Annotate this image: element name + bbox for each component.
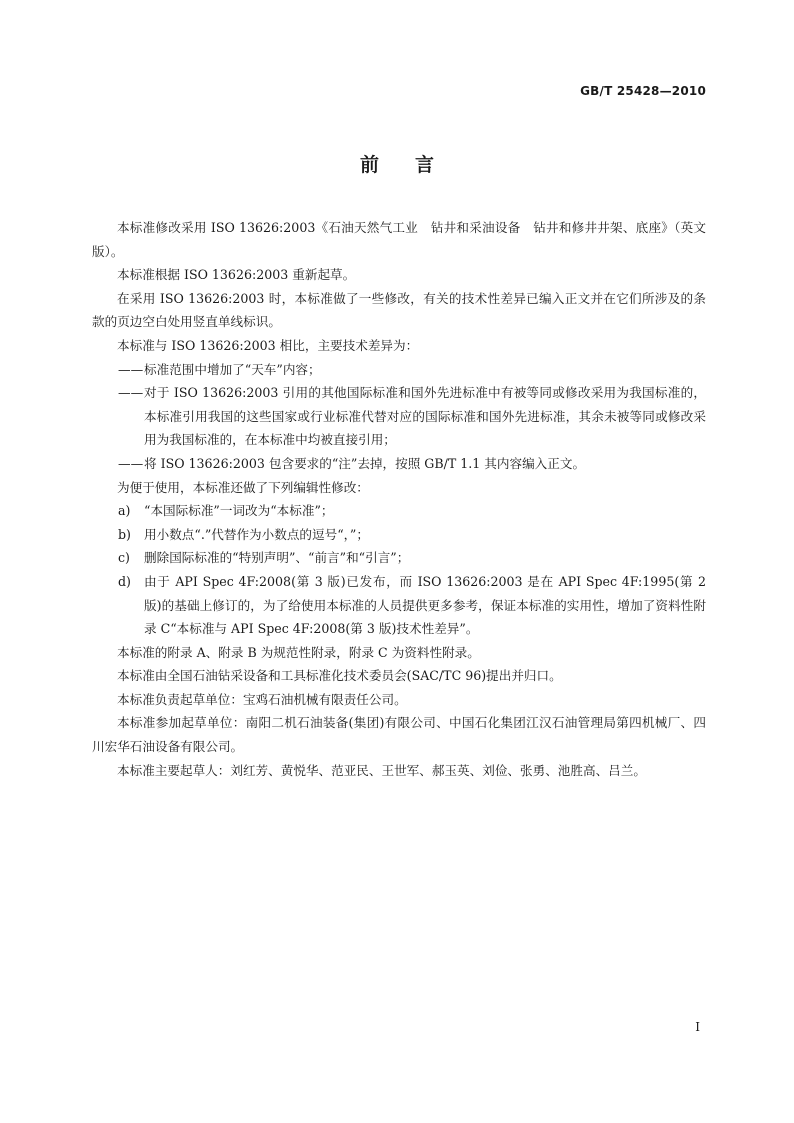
paragraph: 本标准修改采用 ISO 13626:2003《石油天然气工业 钻井和采油设备 钻井和修井井架、底座》（英文版）。 bbox=[92, 220, 706, 259]
paragraph: 本标准根据 ISO 13626:2003 重新起草。 bbox=[117, 267, 356, 283]
list-item bbox=[92, 523, 706, 547]
foreword-body bbox=[92, 216, 706, 782]
paragraph: 本标准参加起草单位：南阳二机石油装备(集团)有限公司、中国石化集团江汉石油管理局第四机械厂、四川宏华石油设备有限公司。 bbox=[92, 715, 706, 755]
list-marker: b) bbox=[118, 526, 131, 542]
page-title: 前言 bbox=[359, 154, 470, 176]
list-item bbox=[92, 358, 706, 382]
paragraph: 本标准由全国石油钻采设备和工具标准化技术委员会(SAC/TC 96)提出并归口。 bbox=[117, 668, 562, 684]
paragraph: 本标准主要起草人：刘红芳、黄悦华、范亚民、王世军、郝玉英、刘俭、张勇、池胜高、吕兰。 bbox=[117, 762, 646, 778]
list-item-text: 删除国际标准的“特别声明”、“前言”和“引言”； bbox=[144, 550, 410, 566]
list-item-text: 用小数点“.”代替作为小数点的逗号“，”； bbox=[144, 526, 369, 542]
list-item-text: 标准范围中增加了“天车”内容； bbox=[144, 361, 321, 377]
list-marker: c) bbox=[118, 550, 130, 566]
list-marker: a) bbox=[118, 503, 131, 519]
dash-marker: —— bbox=[118, 361, 144, 377]
dash-marker: —— bbox=[118, 455, 144, 471]
list-item bbox=[92, 381, 706, 452]
page-number: I bbox=[695, 1020, 700, 1034]
list-item-text: 对于 ISO 13626:2003 引用的其他国际标准和国外先进标准中有被等同或修改采用为我国标准的，本标准引用我国的这些国家或行业标准代替对应的国际标准和国外先进标准，其余未被等同或修改采用为我国标准的，在本标准中均被直接引用； bbox=[144, 385, 706, 448]
paragraph: 本标准负责起草单位：宝鸡石油机械有限责任公司。 bbox=[117, 691, 407, 707]
standard-code: GB/T 25428—2010 bbox=[580, 84, 706, 98]
list-item bbox=[92, 570, 706, 641]
list-item-text: “本国际标准”一词改为“本标准”； bbox=[144, 503, 334, 519]
paragraph: 本标准的附录 A、附录 B 为规范性附录，附录 C 为资料性附录。 bbox=[117, 644, 480, 660]
dash-marker: —— bbox=[118, 385, 144, 401]
list-item bbox=[92, 546, 706, 570]
list-item bbox=[92, 452, 706, 476]
list-item bbox=[92, 499, 706, 523]
list-marker: d) bbox=[118, 573, 131, 589]
list-item-text: 将 ISO 13626:2003 包含要求的“注”去掉，按照 GB/T 1.1 其内容编入正文。 bbox=[144, 455, 586, 471]
paragraph: 为便于使用，本标准还做了下列编辑性修改： bbox=[117, 479, 369, 495]
paragraph: 在采用 ISO 13626:2003 时，本标准做了一些修改，有关的技术性差异已编入正文并在它们所涉及的条款的页边空白处用竖直单线标识。 bbox=[92, 290, 706, 330]
paragraph: 本标准与 ISO 13626:2003 相比，主要技术差异为： bbox=[117, 337, 419, 353]
list-item-text: 由于 API Spec 4F:2008(第 3 版)已发布，而 ISO 13626:2003 是在 API Spec 4F:1995(第 2 版)的基础上修订的，为了给使用本标准的人员提供更多参考，保证本标准的实用性，增加了资料性附录 C“本标准与 API Spec 4F:2008(第 3 版)技术性差异”。 bbox=[144, 573, 706, 637]
